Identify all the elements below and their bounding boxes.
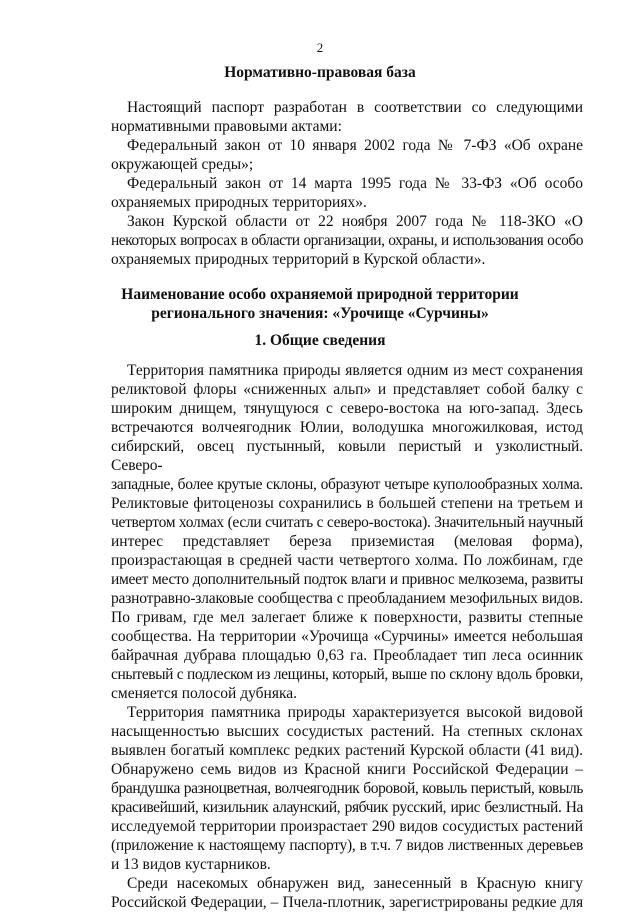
text-line: сообщества. На территории «Урочища «Сурчины» имеется небольшая — [111, 628, 583, 645]
text-line: Закон Курской области от 22 ноября 2007 года № 118-ЗКО «О — [127, 213, 583, 230]
text-line: Реликтовые фитоценозы сохранились в большей степени на третьем и — [111, 495, 583, 512]
text-line: сменяется полосой дубняка. — [111, 685, 298, 702]
section-heading-legal-basis: Нормативно-правовая база — [224, 64, 416, 81]
text-line: По гривам, где мел залегает ближе к поверхности, развиты степные — [111, 609, 583, 626]
text-line: Территория памятника природы является одним из мест сохранения — [127, 362, 583, 379]
text-line: Настоящий паспорт разработан в соответствии со следующими — [127, 99, 583, 116]
general-info-heading: 1. Общие сведения — [254, 332, 386, 349]
text-line: реликтовой флоры «сниженных альп» и представляет собой балку с — [111, 381, 583, 398]
text-line: имеет место дополнительный подток влаги и привнос мелкозема, развиты — [111, 571, 583, 588]
text-line: четвертом холмах (если считать с северо-востока). Значительный научный — [111, 514, 583, 531]
text-line: нормативными правовыми актами: — [111, 118, 342, 135]
text-line: байрачная дубрава площадью 0,63 га. Преобладает тип леса осинник — [111, 647, 583, 664]
text-line: выявлен богатый комплекс редких растений Курской области (41 вид). — [111, 742, 583, 759]
text-line: охраняемых природных территориях». — [111, 194, 367, 211]
text-line: встречаются волчеягодник Юлии, володушка многожилковая, истод — [111, 419, 583, 436]
text-line: Обнаружено семь видов из Красной книги Российской Федерации – — [111, 761, 583, 778]
text-line: западные, более крутые склоны, образуют четыре куполообразных холма. — [111, 476, 583, 493]
text-line: окружающей среды»; — [111, 156, 254, 173]
text-line: брандушка разноцветная, волчеягодник боровой, ковыль перистый, ковыль — [111, 780, 583, 797]
text-line: насыщенностью высших сосудистых растений. На степных склонах — [111, 723, 583, 740]
text-line: разнотравно-злаковые сообщества с преобладанием мезофильных видов. — [111, 590, 583, 607]
text-line: исследуемой территории произрастает 290 видов сосудистых растений — [111, 818, 583, 835]
text-line: некоторых вопросах в области организации, охраны, и использования особо — [111, 232, 583, 249]
text-line: произрастающая в средней части четвертого холма. По ложбинам, где — [111, 552, 583, 569]
text-line: Территория памятника природы характеризуется высокой видовой — [127, 704, 583, 721]
text-line: Федеральный закон от 14 марта 1995 года № 33-ФЗ «Об особо — [127, 175, 583, 192]
heading-line: регионального значения: «Урочище «Сурчины» — [151, 305, 489, 322]
text-line: Российской Федерации, – Пчела-плотник, зарегистрированы редкие для — [111, 894, 583, 911]
territory-name-heading — [60, 285, 580, 323]
page-number: 2 — [316, 40, 324, 55]
text-line: снытевый с подлеском из лещины, который, выше по склону вдоль бровки, — [111, 666, 583, 683]
general-info-paragraphs — [111, 361, 583, 912]
text-line: сибирский, овсец пустынный, ковыли перистый и узколистный. Северо- — [111, 438, 583, 474]
legal-basis-paragraphs — [111, 98, 583, 269]
text-line: (приложение к настоящему паспорту), в т.ч. 7 видов лиственных деревьев — [111, 837, 583, 854]
text-line: и 13 видов кустарников. — [111, 856, 271, 873]
text-line: широким днищем, тянущуюся с северо-востока на юго-запад. Здесь — [111, 400, 583, 417]
heading-line: Наименование особо охраняемой природной территории — [121, 286, 519, 303]
text-line: Среди насекомых обнаружен вид, занесенный в Красную книгу — [127, 875, 583, 892]
text-line: красивейший, кизильник алаунский, рябчик русский, ирис безлистный. На — [111, 799, 583, 816]
text-line: охраняемых природных территорий в Курской области». — [111, 251, 486, 268]
text-line: интерес представляет береза приземистая (меловая форма), — [111, 533, 583, 550]
text-line: Федеральный закон от 10 января 2002 года № 7-ФЗ «Об охране — [127, 137, 583, 154]
